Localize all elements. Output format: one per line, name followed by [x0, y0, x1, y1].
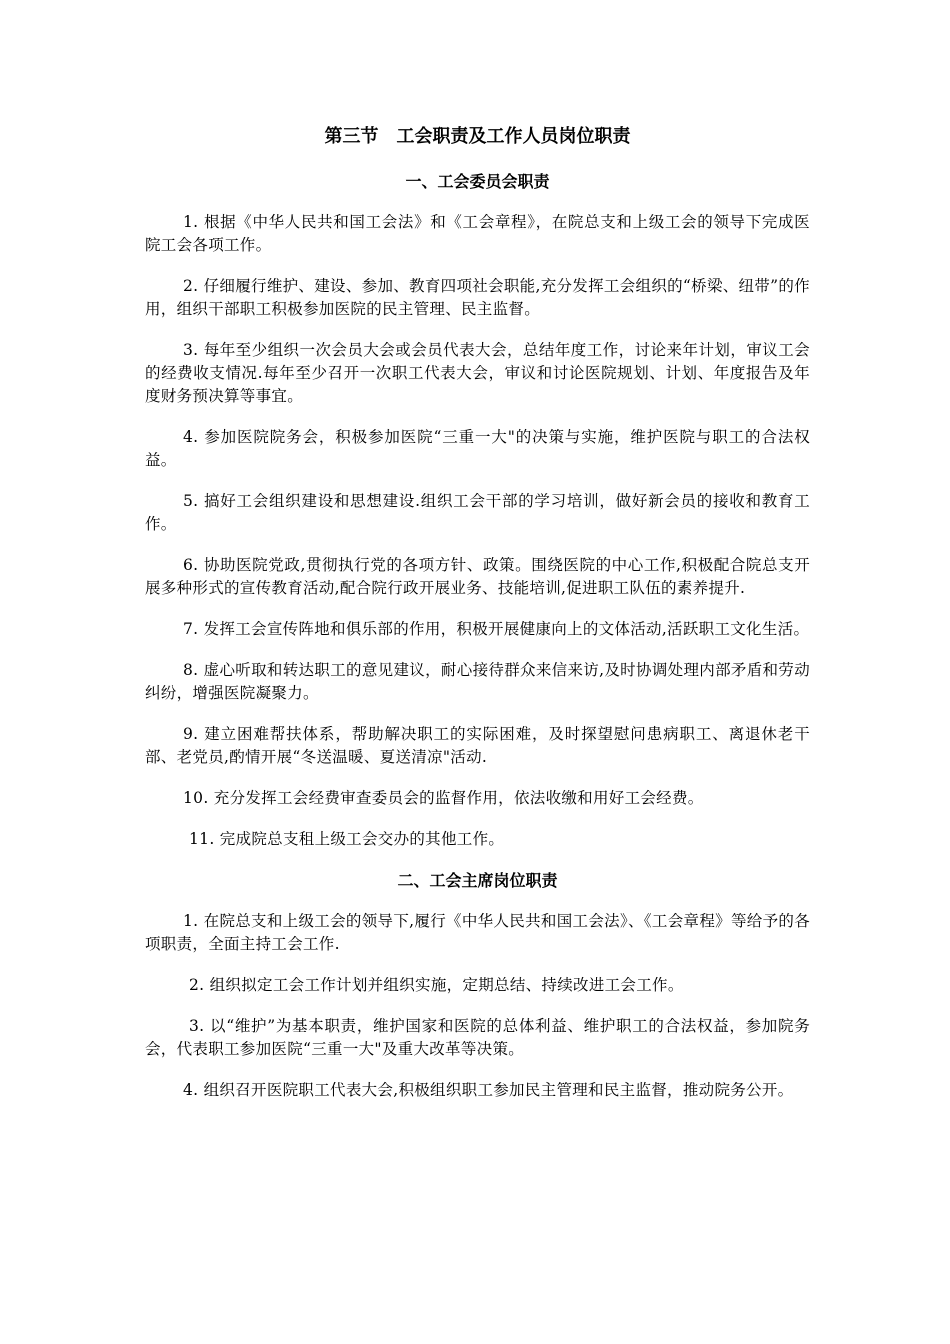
- section-heading-committee: 一、工会委员会职责: [405, 172, 550, 191]
- paragraph: 4. 组织召开医院职工代表大会,积极组织职工参加民主管理和民主监督，推动院务公开。: [183, 1081, 794, 1099]
- paragraph: 1. 根据《中华人民共和国工会法》和《工会章程》，在院总支和上级工会的领导下完成医院工会各项工作。: [145, 213, 810, 254]
- paragraph: 3. 每年至少组织一次会员大会或会员代表大会，总结年度工作，讨论来年计划，审议工会的经费收支情况.每年至少召开一次职工代表大会，审议和讨论医院规划、计划、年度报告及年度财务预决算等事宜。: [145, 341, 810, 405]
- paragraph: 6. 协助医院党政,贯彻执行党的各项方针、政策。围绕医院的中心工作,积极配合院总支开展多种形式的宣传教育活动,配合院行政开展业务、技能培训,促进职工队伍的素养提升.: [145, 556, 811, 597]
- paragraph: 8. 虚心听取和转达职工的意见建议，耐心接待群众来信来访,及时协调处理内部矛盾和劳动纠纷，增强医院凝聚力。: [145, 661, 810, 702]
- paragraph: 1. 在院总支和上级工会的领导下,履行《中华人民共和国工会法》、《工会章程》等给予的各项职责，全面主持工会工作.: [145, 912, 810, 953]
- section-heading-chairman: 二、工会主席岗位职责: [397, 871, 558, 890]
- document-body: [145, 124, 810, 1120]
- paragraph: 4. 参加医院院务会，积极参加医院“三重一大"的决策与实施，维护医院与职工的合法权益。: [145, 428, 810, 469]
- paragraph: 2. 组织拟定工会工作计划并组织实施，定期总结、持续改进工会工作。: [189, 976, 684, 994]
- paragraph: 2. 仔细履行维护、建设、参加、教育四项社会职能,充分发挥工会组织的“桥梁、纽带”的作用，组织干部职工积极参加医院的民主管理、民主监督。: [145, 277, 810, 318]
- paragraph: 3. 以“维护”为基本职责，维护国家和医院的总体利益、维护职工的合法权益，参加院务会，代表职工参加医院“三重一大"及重大改革等决策。: [145, 1017, 810, 1058]
- paragraph: 7. 发挥工会宣传阵地和俱乐部的作用，积极开展健康向上的文体活动,活跃职工文化生活。: [183, 620, 810, 638]
- paragraph: 9. 建立困难帮扶体系，帮助解决职工的实际困难，及时探望慰问患病职工、离退休老干部、老党员,酌情开展“冬送温暖、夏送清凉"活动.: [145, 725, 810, 766]
- page-title: 第三节 工会职责及工作人员岗位职责: [324, 126, 631, 147]
- paragraph: 5. 搞好工会组织建设和思想建设.组织工会干部的学习培训，做好新会员的接收和教育工作。: [145, 492, 810, 533]
- paragraph: 11. 完成院总支租上级工会交办的其他工作。: [189, 830, 505, 848]
- paragraph: 10. 充分发挥工会经费审查委员会的监督作用，依法收缴和用好工会经费。: [183, 789, 704, 807]
